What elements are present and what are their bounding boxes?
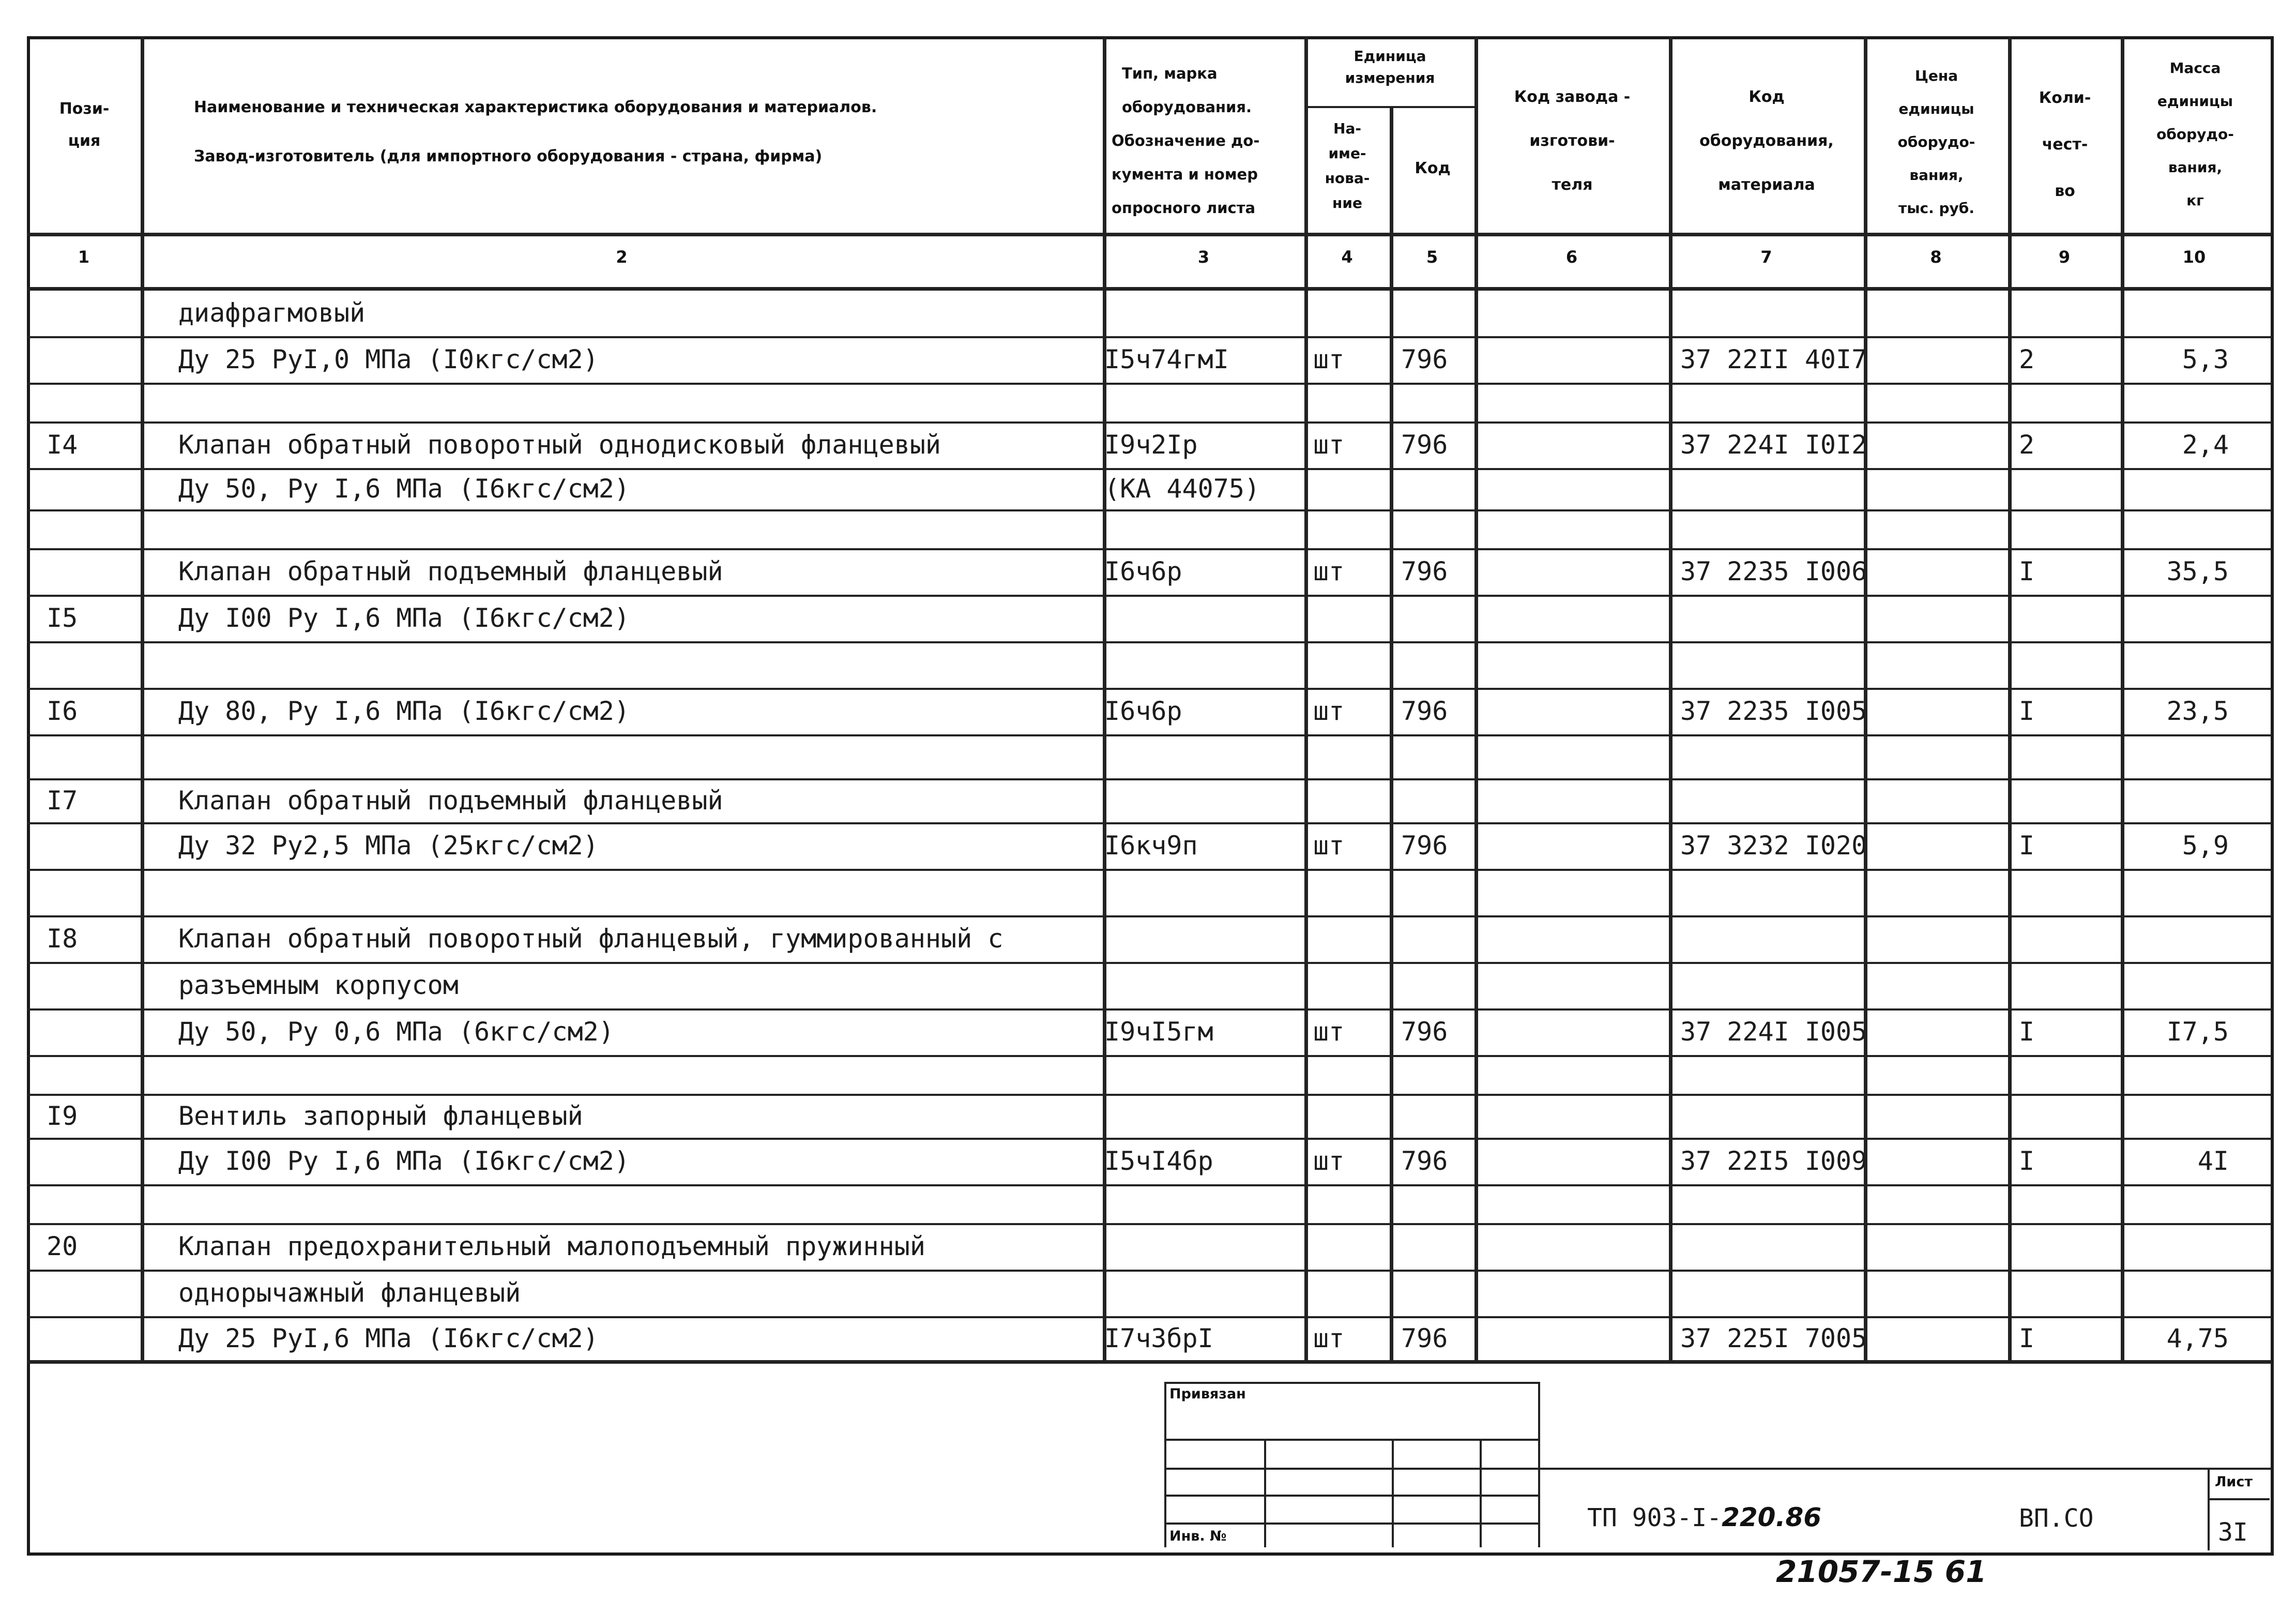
row-unit-code: 796 [1401, 831, 1448, 861]
header-unit-group: Единица измерения [1345, 48, 1435, 86]
tb-hline-b [1164, 1439, 1539, 1441]
row-name: Клапан предохранительный малоподъемный пружинный [178, 1231, 925, 1261]
row-separator [27, 822, 2271, 824]
row-qty: I [2019, 1323, 2035, 1353]
header-col9: Коли- чест- во [2039, 89, 2091, 200]
row-unit: шт [1313, 1017, 1345, 1047]
row-name: Клапан обратный подъемный фланцевый [178, 556, 723, 586]
row-code: 37 2235 I005 [1680, 696, 1867, 726]
row-separator [27, 383, 2271, 385]
row-type: I9чI5гм [1104, 1017, 1213, 1047]
row-separator [27, 778, 2271, 780]
row-qty: I [2019, 696, 2035, 726]
row-name: Ду I00 Ру I,6 МПа (I6кгс/см2) [178, 1146, 630, 1176]
row-separator [27, 869, 2271, 871]
tb-hline-a [1164, 1382, 1539, 1384]
row-mass: 2,4 [2182, 430, 2229, 460]
row-code: 37 2235 I006 [1680, 556, 1867, 586]
row-separator [27, 468, 2271, 470]
row-unit-code: 796 [1401, 1323, 1448, 1353]
row-qty: I [2019, 1146, 2035, 1176]
row-separator [27, 1223, 2271, 1225]
row-unit: шт [1313, 344, 1345, 374]
header-col6: Код завода - изготови- теля [1514, 88, 1631, 194]
row-pos: I7 [47, 785, 78, 816]
colnum-3: 3 [1197, 247, 1210, 267]
header-col2: Наименование и техническая характеристика оборудования и материалов. Завод-изготовитель (для импортного оборудования - страна, фирма) [194, 98, 877, 165]
colnum-7: 7 [1760, 247, 1772, 267]
row-unit: шт [1313, 556, 1345, 586]
row-name: однорычажный фланцевый [178, 1278, 521, 1308]
row-name: Вентиль запорный фланцевый [178, 1101, 583, 1131]
row-mass: 23,5 [2166, 696, 2229, 726]
tb-hline-c [1164, 1468, 1539, 1470]
row-name: Клапан обратный поворотный однодисковый фланцевый [178, 430, 941, 460]
row-pos: I5 [47, 603, 78, 633]
sheet-number: 3I [2218, 1518, 2248, 1547]
row-name: разъемным корпусом [178, 970, 459, 1000]
row-pos: I9 [47, 1101, 78, 1131]
row-unit-code: 796 [1401, 556, 1448, 586]
row-separator [27, 641, 2271, 643]
row-type: I7ч3брI [1104, 1323, 1213, 1353]
row-name: диафрагмовый [178, 298, 366, 328]
colnum-10: 10 [2182, 247, 2206, 267]
row-name: Клапан обратный подъемный фланцевый [178, 785, 723, 816]
colnum-8: 8 [1930, 247, 1942, 267]
row-pos: 20 [47, 1231, 78, 1261]
row-separator [27, 915, 2271, 917]
row-name: Ду 50, Ру 0,6 МПа (6кгс/см2) [178, 1017, 614, 1047]
row-type: I6ч6р [1104, 556, 1182, 586]
header-col8: Цена единицы оборудо- вания, тыс. руб. [1897, 67, 1975, 217]
row-separator [27, 1184, 2271, 1186]
row-unit-code: 796 [1401, 1146, 1448, 1176]
tb-line-c [1264, 1439, 1266, 1547]
colnum-9: 9 [2058, 247, 2071, 267]
col-line-8 [2008, 36, 2012, 1360]
header-col5: Код [1415, 159, 1451, 177]
row-separator [27, 1138, 2271, 1140]
row-qty: 2 [2019, 344, 2035, 374]
row-qty: 2 [2019, 430, 2035, 460]
row-mass: 5,3 [2182, 344, 2229, 374]
row-code: 37 3232 I020 [1680, 831, 1867, 861]
row-unit: шт [1313, 696, 1345, 726]
col-line-3 [1304, 36, 1308, 1360]
sheet-label: Лист [2215, 1474, 2253, 1490]
row-mass: I7,5 [2166, 1017, 2229, 1047]
row-unit: шт [1313, 1146, 1345, 1176]
tb-hline-g [2208, 1498, 2270, 1500]
row-code: 37 224I I005 [1680, 1017, 1867, 1047]
header-col4: На- име- нова- ние [1325, 120, 1370, 212]
row-qty: I [2019, 831, 2035, 861]
header-col7: Код оборудования, материала [1699, 88, 1834, 194]
colnum-4: 4 [1341, 247, 1353, 267]
doc-section: ВП.СО [2019, 1504, 2094, 1533]
row-unit: шт [1313, 831, 1345, 861]
row-code: 37 22II 40I7 [1680, 344, 1867, 374]
row-qty: I [2019, 556, 2035, 586]
row-separator [27, 421, 2271, 424]
row-separator [27, 688, 2271, 690]
row-type: I5чI4бр [1104, 1146, 1213, 1176]
row-unit-code: 796 [1401, 430, 1448, 460]
col-line-6 [1669, 36, 1672, 1360]
row-mass: 4I [2197, 1146, 2229, 1176]
row-unit-code: 796 [1401, 344, 1448, 374]
inv-number-label: Инв. № [1169, 1528, 1227, 1544]
row-code: 37 225I 7005 [1680, 1323, 1867, 1353]
row-name: Ду 80, Ру I,6 МПа (I6кгс/см2) [178, 696, 630, 726]
header-col10: Масса единицы оборудо- вания, кг [2156, 59, 2234, 209]
header-col1: Пози- ция [59, 100, 110, 150]
tb-line-e [1480, 1439, 1482, 1547]
row-separator [27, 1055, 2271, 1057]
row-separator [27, 336, 2271, 338]
tb-hline-d [1164, 1495, 1539, 1497]
row-separator [27, 548, 2271, 550]
colnum-5: 5 [1426, 247, 1438, 267]
approved-label: Привязан [1169, 1386, 1246, 1402]
colnum-6: 6 [1565, 247, 1578, 267]
col-line-5 [1474, 36, 1478, 1360]
row-unit: шт [1313, 1323, 1345, 1353]
colnum-2: 2 [616, 247, 628, 267]
row-unit-code: 796 [1401, 1017, 1448, 1047]
tb-line-f [2208, 1468, 2210, 1550]
row-type: (КА 44075) [1104, 474, 1260, 504]
row-pos: I8 [47, 924, 78, 954]
row-separator [27, 509, 2271, 511]
footer-number: 21057-15 61 [1776, 1554, 1987, 1589]
row-type: I6ч6р [1104, 696, 1182, 726]
tb-hline-f [1538, 1468, 2271, 1470]
row-unit-code: 796 [1401, 696, 1448, 726]
row-qty: I [2019, 1017, 2035, 1047]
doc-code: ТП 903-I-220.86 [1587, 1502, 1822, 1532]
row-separator [27, 1316, 2271, 1318]
row-name: Ду 50, Ру I,6 МПа (I6кгс/см2) [178, 474, 630, 504]
row-name: Ду 25 РуI,6 МПа (I6кгс/см2) [178, 1323, 599, 1353]
col-line-4 [1390, 106, 1393, 1360]
title-block-top-line [27, 1360, 2271, 1364]
tb-line-d [1392, 1439, 1394, 1547]
row-mass: 4,75 [2166, 1323, 2229, 1353]
row-code: 37 224I I0I2 [1680, 430, 1867, 460]
row-unit: шт [1313, 430, 1345, 460]
row-type: I6кч9п [1104, 831, 1198, 861]
header-col3: Тип, марка оборудования. Обозначение до- кумента и номер опросного листа [1112, 65, 1260, 217]
row-separator [27, 734, 2271, 736]
row-type: I5ч74гмI [1104, 344, 1229, 374]
row-name: Ду 32 Ру2,5 МПа (25кгс/см2) [178, 831, 599, 861]
row-name: Клапан обратный поворотный фланцевый, гуммированный с [178, 924, 1003, 954]
row-separator [27, 595, 2271, 597]
header-bottom-line [27, 233, 2271, 236]
row-name: Ду 25 РуI,0 МПа (I0кгс/см2) [178, 344, 599, 374]
tb-hline-e [1164, 1522, 1539, 1525]
row-name: Ду I00 Ру I,6 МПа (I6кгс/см2) [178, 603, 630, 633]
row-separator [27, 1270, 2271, 1272]
row-separator [27, 1094, 2271, 1096]
row-mass: 5,9 [2182, 831, 2229, 861]
column-number-line [27, 287, 2271, 291]
row-pos: I4 [47, 430, 78, 460]
row-code: 37 22I5 I009 [1680, 1146, 1867, 1176]
row-pos: I6 [47, 696, 78, 726]
row-separator [27, 1008, 2271, 1011]
colnum-1: 1 [78, 247, 90, 267]
col-line-1 [141, 36, 144, 1360]
row-mass: 35,5 [2166, 556, 2229, 586]
row-separator [27, 962, 2271, 964]
row-type: I9ч2Iр [1104, 430, 1198, 460]
